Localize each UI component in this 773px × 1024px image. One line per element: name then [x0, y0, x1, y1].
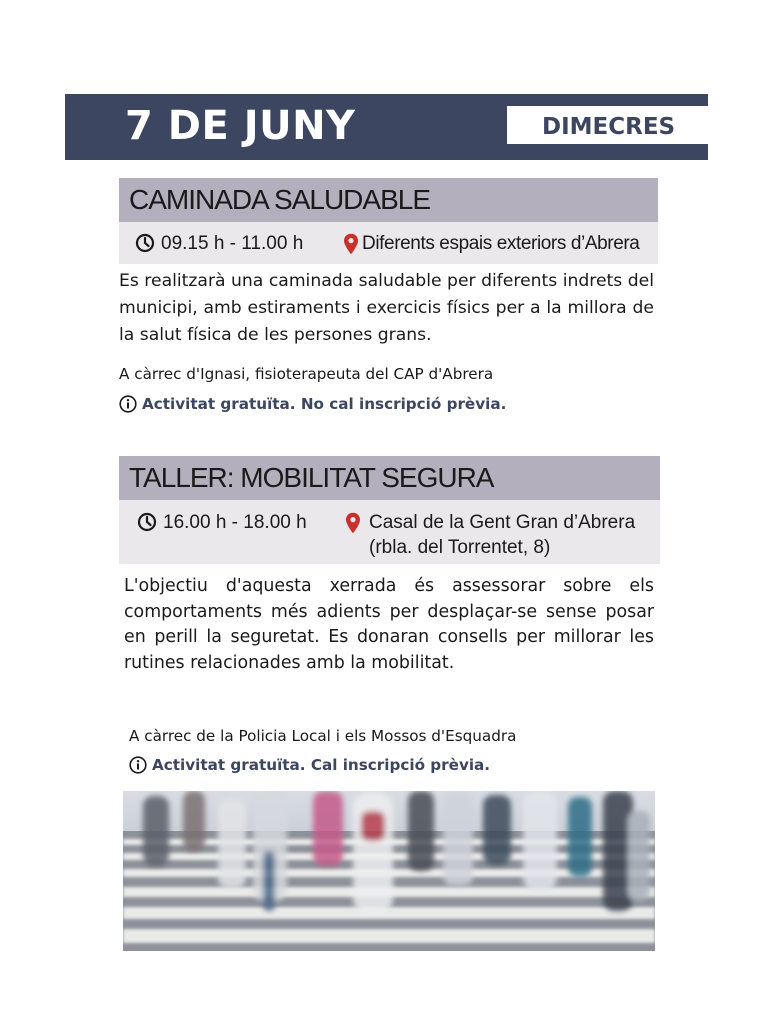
- event-2-time: [137, 510, 307, 535]
- event-2-info-bar: [119, 500, 660, 564]
- clock-icon: [137, 512, 157, 532]
- event-2-location-text: Casal de la Gent Gran d’Abrera: [369, 512, 636, 533]
- event-1-organizer: A càrrec d'Ignasi, fisioterapeuta del CAP d'Abrera: [119, 365, 494, 383]
- info-icon: [129, 756, 147, 774]
- event-1-info-bar: [119, 222, 658, 264]
- event-1-location-text: Diferents espais exteriors d’Abrera: [362, 233, 640, 254]
- crosswalk-photo: [123, 791, 655, 951]
- weekday-label: DIMECRES: [542, 114, 676, 140]
- event-1-title-bar: [119, 178, 658, 222]
- info-icon: [119, 395, 137, 413]
- event-1-registration: [119, 394, 506, 414]
- event-2-title-bar: [119, 456, 660, 500]
- event-2-description: L'objectiu d'aquesta xerrada és assessorar sobre els comportaments més adients per desplaçar-se sense posar en perill la seguretat. Es donaran consells per millorar les rutines relacionades amb la mobilitat.: [124, 576, 654, 673]
- weekday-box: [507, 106, 708, 144]
- event-2-registration: [129, 755, 490, 775]
- event-2-location: [345, 510, 635, 560]
- date-title: 7 DE JUNY: [125, 103, 356, 149]
- event-2-location-address: (rbla. del Torrentet, 8): [369, 537, 551, 558]
- event-2-location-block: [369, 510, 635, 560]
- location-pin-icon: [345, 512, 361, 534]
- event-2-organizer: A càrrec de la Policia Local i els Mossos d'Esquadra: [129, 727, 517, 745]
- event-1-description: Es realitzarà una caminada saludable per diferents indrets del municipi, amb estiraments i exercicis físics per a la millora de la salut física de les persones grans.: [119, 271, 654, 345]
- event-1-registration-text: Activitat gratuïta. No cal inscripció prèvia.: [142, 395, 507, 413]
- event-1-location: [343, 231, 639, 256]
- event-1-time-text: 09.15 h - 11.00 h: [161, 233, 304, 254]
- event-2-title: TALLER: MOBILITAT SEGURA: [129, 462, 494, 493]
- location-pin-icon: [343, 233, 359, 255]
- crosswalk-illustration: [123, 791, 655, 951]
- event-2-registration-text: Activitat gratuïta. Cal inscripció prèvia.: [152, 756, 491, 774]
- event-2-time-text: 16.00 h - 18.00 h: [163, 512, 307, 533]
- event-1-title: CAMINADA SALUDABLE: [129, 184, 430, 215]
- event-1-time: [135, 231, 303, 256]
- date-header: [65, 94, 708, 160]
- clock-icon: [135, 233, 155, 253]
